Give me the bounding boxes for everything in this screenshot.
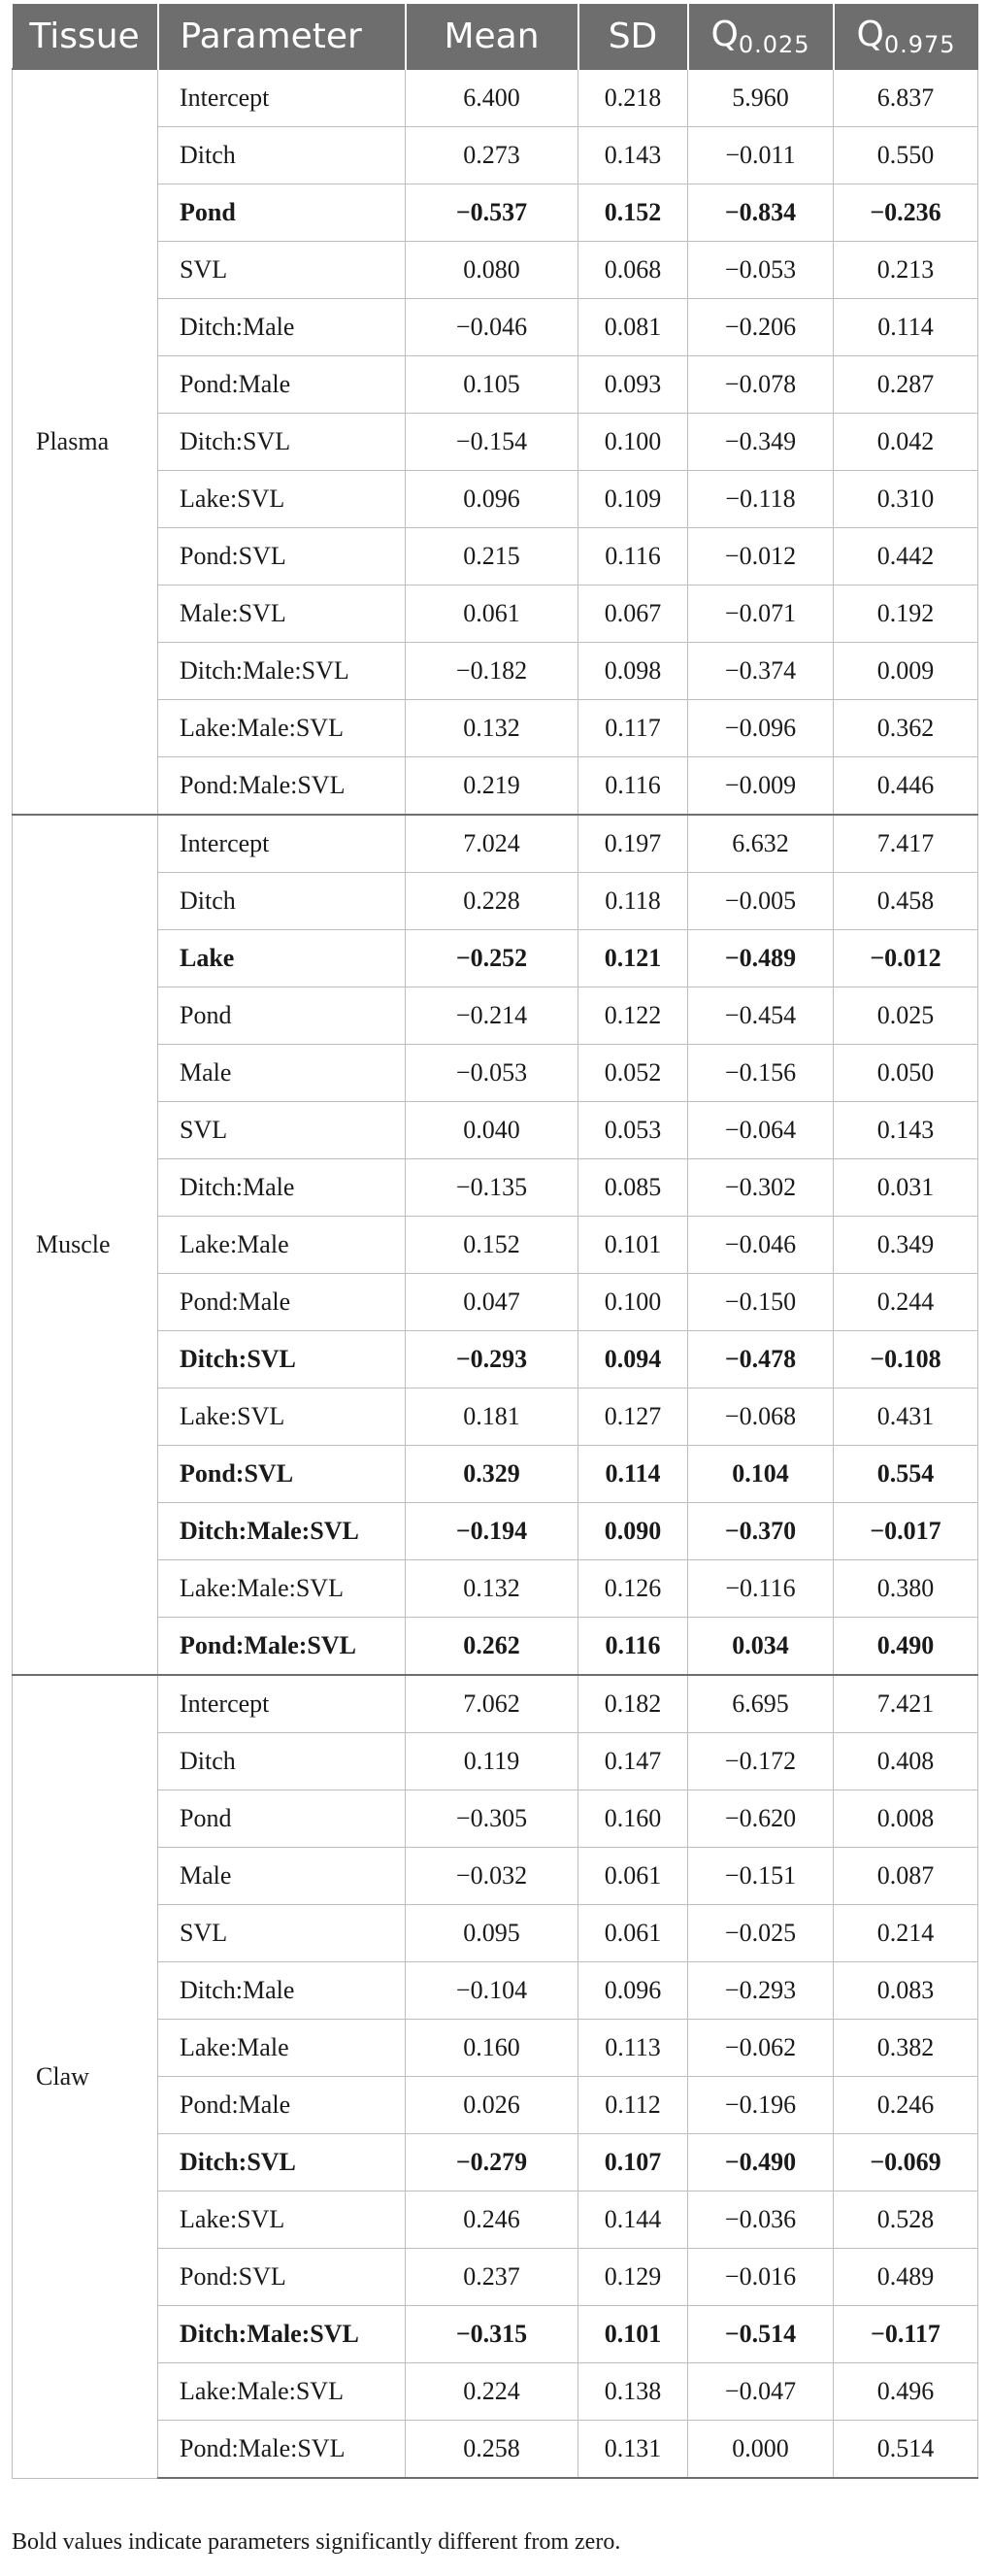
parameter-cell: Lake:Male xyxy=(158,2020,406,2077)
sd-cell: 0.121 xyxy=(578,930,688,987)
parameter-cell: Male:SVL xyxy=(158,585,406,643)
sd-cell: 0.098 xyxy=(578,643,688,700)
parameter-cell: Pond:Male xyxy=(158,356,406,414)
q-lower-cell: −0.096 xyxy=(688,700,834,757)
table-row xyxy=(13,930,978,987)
sd-cell: 0.114 xyxy=(578,1446,688,1503)
q-lower-cell: −0.620 xyxy=(688,1790,834,1848)
q-lower-cell: −0.047 xyxy=(688,2363,834,2421)
mean-cell: 0.273 xyxy=(406,127,578,184)
table-row xyxy=(13,1618,978,1676)
header-mean: Mean xyxy=(406,4,578,69)
table-row xyxy=(13,1675,978,1733)
mean-cell: 0.040 xyxy=(406,1102,578,1159)
sd-cell: 0.126 xyxy=(578,1560,688,1618)
table-row xyxy=(13,2306,978,2363)
parameter-cell: Ditch:Male:SVL xyxy=(158,2306,406,2363)
table-row xyxy=(13,414,978,471)
mean-cell: 0.224 xyxy=(406,2363,578,2421)
table-row xyxy=(13,356,978,414)
q-upper-cell: 0.489 xyxy=(834,2249,978,2306)
parameter-cell: Ditch:SVL xyxy=(158,2134,406,2191)
q-upper-cell: 0.362 xyxy=(834,700,978,757)
sd-cell: 0.138 xyxy=(578,2363,688,2421)
parameter-cell: Lake:SVL xyxy=(158,2191,406,2249)
mean-cell: 0.181 xyxy=(406,1388,578,1446)
parameter-cell: Male xyxy=(158,1848,406,1905)
q-upper-cell: 0.050 xyxy=(834,1045,978,1102)
q-upper-cell: 0.380 xyxy=(834,1560,978,1618)
parameter-cell: Pond xyxy=(158,184,406,242)
q-lower-cell: 6.695 xyxy=(688,1675,834,1733)
q-upper-cell: 0.083 xyxy=(834,1962,978,2020)
parameter-cell: Pond xyxy=(158,1790,406,1848)
mean-cell: 0.152 xyxy=(406,1217,578,1274)
sd-cell: 0.061 xyxy=(578,1905,688,1962)
parameter-cell: SVL xyxy=(158,1905,406,1962)
table-body xyxy=(13,69,978,2478)
q-lower-cell: −0.374 xyxy=(688,643,834,700)
q-upper-cell: 0.554 xyxy=(834,1446,978,1503)
parameter-cell: Lake:Male xyxy=(158,1217,406,1274)
header-q-lower-symbol: Q xyxy=(710,14,739,54)
q-lower-cell: −0.064 xyxy=(688,1102,834,1159)
parameter-cell: SVL xyxy=(158,242,406,299)
q-upper-cell: 0.458 xyxy=(834,873,978,930)
table-container xyxy=(12,4,977,2479)
q-lower-cell: −0.071 xyxy=(688,585,834,643)
sd-cell: 0.081 xyxy=(578,299,688,356)
parameter-cell: Pond xyxy=(158,987,406,1045)
parameter-cell: Pond:Male:SVL xyxy=(158,2421,406,2479)
sd-cell: 0.053 xyxy=(578,1102,688,1159)
q-upper-cell: 0.550 xyxy=(834,127,978,184)
mean-cell: 0.061 xyxy=(406,585,578,643)
table-row xyxy=(13,700,978,757)
parameter-cell: Intercept xyxy=(158,1675,406,1733)
table-row xyxy=(13,1274,978,1331)
q-lower-cell: −0.011 xyxy=(688,127,834,184)
table-row xyxy=(13,2020,978,2077)
mean-cell: 0.026 xyxy=(406,2077,578,2134)
mean-cell: 0.215 xyxy=(406,528,578,585)
table-row xyxy=(13,1905,978,1962)
sd-cell: 0.068 xyxy=(578,242,688,299)
parameter-cell: SVL xyxy=(158,1102,406,1159)
q-lower-cell: −0.302 xyxy=(688,1159,834,1217)
q-lower-cell: −0.078 xyxy=(688,356,834,414)
q-upper-cell: 0.025 xyxy=(834,987,978,1045)
q-lower-cell: 6.632 xyxy=(688,815,834,873)
parameter-cell: Pond:SVL xyxy=(158,2249,406,2306)
q-upper-cell: 0.042 xyxy=(834,414,978,471)
table-row xyxy=(13,1446,978,1503)
q-lower-cell: −0.012 xyxy=(688,528,834,585)
q-lower-cell: −0.053 xyxy=(688,242,834,299)
mean-cell: −0.135 xyxy=(406,1159,578,1217)
mean-cell: −0.046 xyxy=(406,299,578,356)
sd-cell: 0.117 xyxy=(578,700,688,757)
sd-cell: 0.096 xyxy=(578,1962,688,2020)
sd-cell: 0.182 xyxy=(578,1675,688,1733)
q-lower-cell: −0.062 xyxy=(688,2020,834,2077)
sd-cell: 0.197 xyxy=(578,815,688,873)
q-lower-cell: −0.068 xyxy=(688,1388,834,1446)
q-upper-cell: 0.008 xyxy=(834,1790,978,1848)
q-upper-cell: 0.382 xyxy=(834,2020,978,2077)
sd-cell: 0.152 xyxy=(578,184,688,242)
table-row xyxy=(13,2191,978,2249)
q-lower-cell: −0.150 xyxy=(688,1274,834,1331)
q-lower-cell: 0.000 xyxy=(688,2421,834,2479)
sd-cell: 0.122 xyxy=(578,987,688,1045)
table-row xyxy=(13,873,978,930)
table-row xyxy=(13,1560,978,1618)
q-upper-cell: 0.408 xyxy=(834,1733,978,1790)
mean-cell: −0.279 xyxy=(406,2134,578,2191)
q-lower-cell: −0.036 xyxy=(688,2191,834,2249)
header-parameter: Parameter xyxy=(158,4,406,69)
sd-cell: 0.061 xyxy=(578,1848,688,1905)
tissue-cell: Muscle xyxy=(13,815,158,1675)
sd-cell: 0.101 xyxy=(578,1217,688,1274)
parameter-cell: Ditch:Male xyxy=(158,1962,406,2020)
mean-cell: 0.132 xyxy=(406,1560,578,1618)
table-row xyxy=(13,757,978,816)
table-row xyxy=(13,1159,978,1217)
sd-cell: 0.112 xyxy=(578,2077,688,2134)
sd-cell: 0.143 xyxy=(578,127,688,184)
parameter-cell: Lake:Male:SVL xyxy=(158,1560,406,1618)
mean-cell: 0.160 xyxy=(406,2020,578,2077)
mean-cell: −0.293 xyxy=(406,1331,578,1388)
q-lower-cell: −0.349 xyxy=(688,414,834,471)
parameter-cell: Ditch:Male xyxy=(158,1159,406,1217)
table-row xyxy=(13,528,978,585)
q-lower-cell: −0.151 xyxy=(688,1848,834,1905)
mean-cell: 7.024 xyxy=(406,815,578,873)
q-lower-cell: −0.370 xyxy=(688,1503,834,1560)
q-upper-cell: 0.214 xyxy=(834,1905,978,1962)
table-header xyxy=(13,4,978,69)
mean-cell: 0.119 xyxy=(406,1733,578,1790)
q-upper-cell: −0.017 xyxy=(834,1503,978,1560)
parameter-cell: Ditch:Male:SVL xyxy=(158,1503,406,1560)
table-row xyxy=(13,2077,978,2134)
table-row xyxy=(13,1962,978,2020)
sd-cell: 0.067 xyxy=(578,585,688,643)
mean-cell: 0.132 xyxy=(406,700,578,757)
header-q-upper-symbol: Q xyxy=(856,14,884,54)
sd-cell: 0.107 xyxy=(578,2134,688,2191)
q-lower-cell: −0.514 xyxy=(688,2306,834,2363)
parameter-cell: Ditch xyxy=(158,873,406,930)
q-upper-cell: 0.114 xyxy=(834,299,978,356)
parameter-cell: Lake:SVL xyxy=(158,1388,406,1446)
mean-cell: −0.214 xyxy=(406,987,578,1045)
q-upper-cell: 0.143 xyxy=(834,1102,978,1159)
q-upper-cell: −0.069 xyxy=(834,2134,978,2191)
mean-cell: −0.194 xyxy=(406,1503,578,1560)
table-row xyxy=(13,1102,978,1159)
table-row xyxy=(13,815,978,873)
parameter-cell: Intercept xyxy=(158,69,406,127)
mean-cell: 0.228 xyxy=(406,873,578,930)
parameter-cell: Ditch:Male xyxy=(158,299,406,356)
tissue-cell: Claw xyxy=(13,1675,158,2478)
parameter-cell: Pond:Male xyxy=(158,1274,406,1331)
sd-cell: 0.116 xyxy=(578,528,688,585)
sd-cell: 0.090 xyxy=(578,1503,688,1560)
mean-cell: −0.305 xyxy=(406,1790,578,1848)
mean-cell: 0.258 xyxy=(406,2421,578,2479)
q-upper-cell: 0.431 xyxy=(834,1388,978,1446)
table-row xyxy=(13,242,978,299)
sd-cell: 0.100 xyxy=(578,414,688,471)
parameter-cell: Male xyxy=(158,1045,406,1102)
table-row xyxy=(13,585,978,643)
parameter-cell: Ditch:SVL xyxy=(158,414,406,471)
header-row xyxy=(13,4,978,69)
q-lower-cell: −0.206 xyxy=(688,299,834,356)
q-lower-cell: −0.156 xyxy=(688,1045,834,1102)
q-lower-cell: −0.454 xyxy=(688,987,834,1045)
table-row xyxy=(13,1503,978,1560)
mean-cell: −0.154 xyxy=(406,414,578,471)
parameter-cell: Pond:Male:SVL xyxy=(158,1618,406,1676)
mean-cell: 0.047 xyxy=(406,1274,578,1331)
q-upper-cell: 6.837 xyxy=(834,69,978,127)
q-lower-cell: −0.490 xyxy=(688,2134,834,2191)
q-lower-cell: −0.009 xyxy=(688,757,834,816)
header-tissue: Tissue xyxy=(13,4,158,69)
sd-cell: 0.113 xyxy=(578,2020,688,2077)
sd-cell: 0.144 xyxy=(578,2191,688,2249)
mean-cell: 0.329 xyxy=(406,1446,578,1503)
table-row xyxy=(13,987,978,1045)
parameter-cell: Ditch:SVL xyxy=(158,1331,406,1388)
table-row xyxy=(13,2134,978,2191)
parameter-cell: Pond:SVL xyxy=(158,528,406,585)
mean-cell: −0.032 xyxy=(406,1848,578,1905)
sd-cell: 0.101 xyxy=(578,2306,688,2363)
table-row xyxy=(13,2363,978,2421)
header-q-upper-subscript: 0.975 xyxy=(883,30,956,58)
mean-cell: −0.252 xyxy=(406,930,578,987)
q-upper-cell: 0.213 xyxy=(834,242,978,299)
q-upper-cell: 0.442 xyxy=(834,528,978,585)
sd-cell: 0.116 xyxy=(578,757,688,816)
parameter-cell: Pond:Male:SVL xyxy=(158,757,406,816)
sd-cell: 0.100 xyxy=(578,1274,688,1331)
table-row xyxy=(13,299,978,356)
mean-cell: −0.537 xyxy=(406,184,578,242)
mean-cell: 0.246 xyxy=(406,2191,578,2249)
mean-cell: 0.262 xyxy=(406,1618,578,1676)
q-upper-cell: −0.108 xyxy=(834,1331,978,1388)
sd-cell: 0.085 xyxy=(578,1159,688,1217)
q-upper-cell: 0.287 xyxy=(834,356,978,414)
sd-cell: 0.118 xyxy=(578,873,688,930)
mean-cell: 0.080 xyxy=(406,242,578,299)
q-lower-cell: −0.196 xyxy=(688,2077,834,2134)
q-lower-cell: −0.834 xyxy=(688,184,834,242)
q-upper-cell: 7.421 xyxy=(834,1675,978,1733)
q-lower-cell: −0.005 xyxy=(688,873,834,930)
table-row xyxy=(13,184,978,242)
mean-cell: −0.315 xyxy=(406,2306,578,2363)
mean-cell: 0.096 xyxy=(406,471,578,528)
q-lower-cell: −0.025 xyxy=(688,1905,834,1962)
header-q-upper xyxy=(834,4,978,69)
mean-cell: −0.104 xyxy=(406,1962,578,2020)
sd-cell: 0.160 xyxy=(578,1790,688,1848)
parameter-cell: Pond:SVL xyxy=(158,1446,406,1503)
sd-cell: 0.129 xyxy=(578,2249,688,2306)
sd-cell: 0.094 xyxy=(578,1331,688,1388)
q-lower-cell: 0.034 xyxy=(688,1618,834,1676)
q-upper-cell: −0.012 xyxy=(834,930,978,987)
q-lower-cell: 0.104 xyxy=(688,1446,834,1503)
q-upper-cell: 0.009 xyxy=(834,643,978,700)
table-row xyxy=(13,471,978,528)
mean-cell: 6.400 xyxy=(406,69,578,127)
parameter-cell: Ditch xyxy=(158,127,406,184)
mean-cell: 0.105 xyxy=(406,356,578,414)
parameter-cell: Ditch:Male:SVL xyxy=(158,643,406,700)
parameter-cell: Lake:SVL xyxy=(158,471,406,528)
sd-cell: 0.109 xyxy=(578,471,688,528)
table-row xyxy=(13,69,978,127)
q-lower-cell: −0.478 xyxy=(688,1331,834,1388)
sd-cell: 0.218 xyxy=(578,69,688,127)
q-upper-cell: 0.310 xyxy=(834,471,978,528)
header-sd: SD xyxy=(578,4,688,69)
table-row xyxy=(13,2249,978,2306)
header-q-lower xyxy=(688,4,834,69)
q-lower-cell: 5.960 xyxy=(688,69,834,127)
table-row xyxy=(13,1331,978,1388)
header-q-lower-subscript: 0.025 xyxy=(738,30,810,58)
mean-cell: −0.053 xyxy=(406,1045,578,1102)
q-upper-cell: 0.246 xyxy=(834,2077,978,2134)
q-lower-cell: −0.118 xyxy=(688,471,834,528)
results-table xyxy=(12,4,978,2479)
q-upper-cell: 0.031 xyxy=(834,1159,978,1217)
parameter-cell: Intercept xyxy=(158,815,406,873)
table-row xyxy=(13,1388,978,1446)
q-upper-cell: 0.496 xyxy=(834,2363,978,2421)
q-upper-cell: 0.244 xyxy=(834,1274,978,1331)
q-upper-cell: 0.349 xyxy=(834,1217,978,1274)
sd-cell: 0.127 xyxy=(578,1388,688,1446)
q-lower-cell: −0.016 xyxy=(688,2249,834,2306)
table-row xyxy=(13,127,978,184)
q-upper-cell: 7.417 xyxy=(834,815,978,873)
q-lower-cell: −0.172 xyxy=(688,1733,834,1790)
table-row xyxy=(13,1733,978,1790)
q-lower-cell: −0.489 xyxy=(688,930,834,987)
q-upper-cell: 0.490 xyxy=(834,1618,978,1676)
q-upper-cell: 0.192 xyxy=(834,585,978,643)
q-upper-cell: 0.528 xyxy=(834,2191,978,2249)
sd-cell: 0.093 xyxy=(578,356,688,414)
parameter-cell: Lake xyxy=(158,930,406,987)
q-lower-cell: −0.046 xyxy=(688,1217,834,1274)
table-row xyxy=(13,1217,978,1274)
mean-cell: 0.219 xyxy=(406,757,578,816)
q-upper-cell: 0.446 xyxy=(834,757,978,816)
table-row xyxy=(13,1045,978,1102)
sd-cell: 0.052 xyxy=(578,1045,688,1102)
q-upper-cell: 0.514 xyxy=(834,2421,978,2479)
sd-cell: 0.116 xyxy=(578,1618,688,1676)
table-footnote: Bold values indicate parameters significantly different from zero. xyxy=(12,2529,621,2555)
q-upper-cell: −0.236 xyxy=(834,184,978,242)
mean-cell: −0.182 xyxy=(406,643,578,700)
parameter-cell: Lake:Male:SVL xyxy=(158,2363,406,2421)
mean-cell: 0.095 xyxy=(406,1905,578,1962)
q-upper-cell: 0.087 xyxy=(834,1848,978,1905)
q-lower-cell: −0.116 xyxy=(688,1560,834,1618)
parameter-cell: Pond:Male xyxy=(158,2077,406,2134)
q-upper-cell: −0.117 xyxy=(834,2306,978,2363)
q-lower-cell: −0.293 xyxy=(688,1962,834,2020)
mean-cell: 0.237 xyxy=(406,2249,578,2306)
table-row xyxy=(13,1790,978,1848)
table-row xyxy=(13,643,978,700)
sd-cell: 0.147 xyxy=(578,1733,688,1790)
table-row xyxy=(13,2421,978,2479)
parameter-cell: Ditch xyxy=(158,1733,406,1790)
sd-cell: 0.131 xyxy=(578,2421,688,2479)
mean-cell: 7.062 xyxy=(406,1675,578,1733)
parameter-cell: Lake:Male:SVL xyxy=(158,700,406,757)
table-row xyxy=(13,1848,978,1905)
tissue-cell: Plasma xyxy=(13,69,158,815)
